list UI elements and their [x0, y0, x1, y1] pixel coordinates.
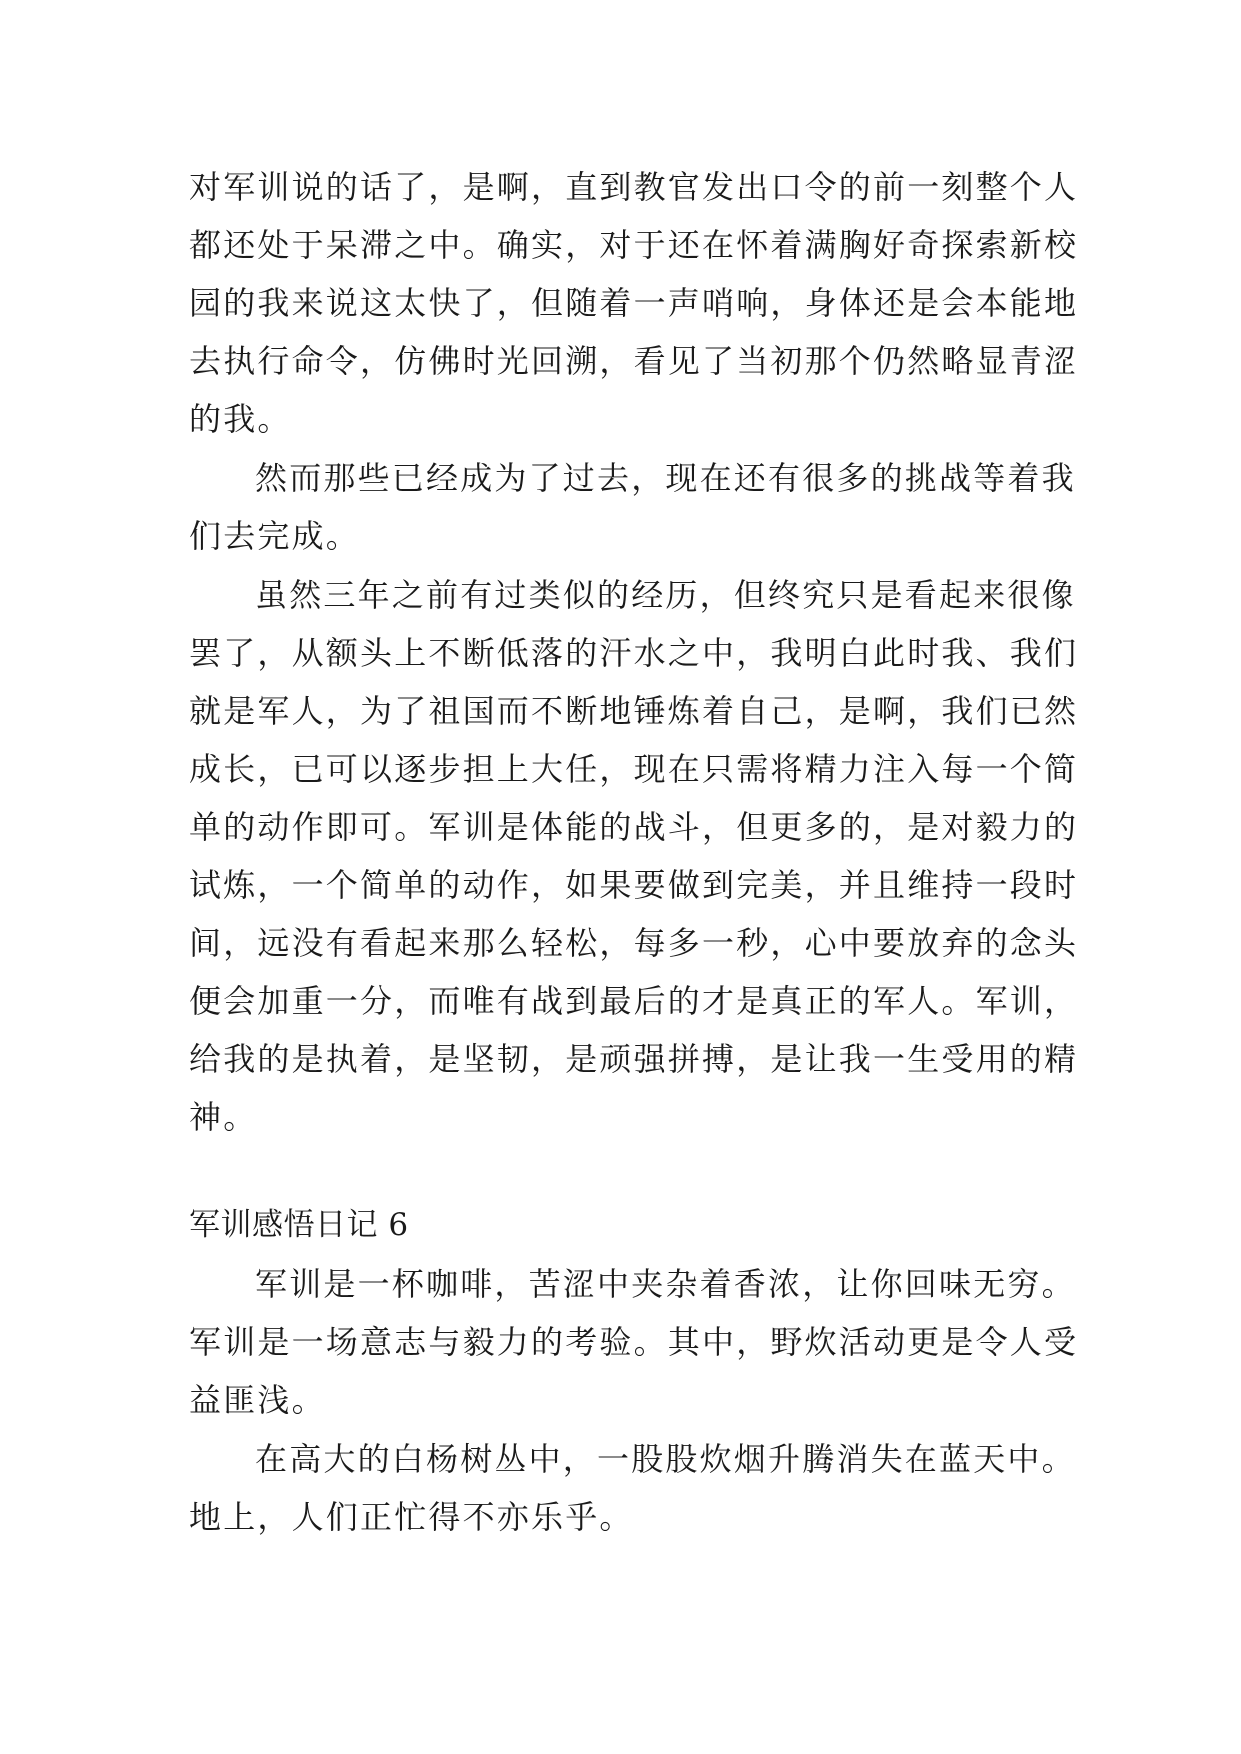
paragraph-line: 在高大的白杨树丛中，一股股炊烟升腾消失在蓝天中。	[255, 1440, 1076, 1478]
paragraph-line: 军训是一杯咖啡，苦涩中夹杂着香浓，让你回味无穷。	[255, 1265, 1076, 1303]
paragraph-line: 单的动作即可。军训是体能的战斗，但更多的，是对毅力的	[189, 808, 1079, 846]
paragraph-line: 试炼，一个简单的动作，如果要做到完美，并且维持一段时	[189, 866, 1079, 904]
paragraph-line: 然而那些已经成为了过去，现在还有很多的挑战等着我	[255, 459, 1076, 497]
paragraph-line: 神。	[189, 1098, 258, 1136]
paragraph-line: 便会加重一分，而唯有战到最后的才是真正的军人。军训，	[189, 982, 1079, 1020]
paragraph-line: 们去完成。	[189, 517, 361, 555]
paragraph-line: 给我的是执着，是坚韧，是顽强拼搏，是让我一生受用的精	[189, 1040, 1079, 1078]
paragraph-line: 间，远没有看起来那么轻松，每多一秒，心中要放弃的念头	[189, 924, 1079, 962]
paragraph-line: 成长，已可以逐步担上大任，现在只需将精力注入每一个简	[189, 750, 1079, 788]
paragraph-line: 地上，人们正忙得不亦乐乎。	[189, 1498, 634, 1536]
section-title: 军训感悟日记 6	[189, 1207, 409, 1243]
paragraph-line: 对军训说的话了，是啊，直到教官发出口令的前一刻整个人	[189, 168, 1079, 206]
paragraph-line: 益匪浅。	[189, 1381, 326, 1419]
paragraph-line: 虽然三年之前有过类似的经历，但终究只是看起来很像	[255, 576, 1076, 614]
paragraph-line: 就是军人，为了祖国而不断地锤炼着自己，是啊，我们已然	[189, 692, 1079, 730]
paragraph-line: 都还处于呆滞之中。确实，对于还在怀着满胸好奇探索新校	[189, 226, 1079, 264]
paragraph-line: 罢了，从额头上不断低落的汗水之中，我明白此时我、我们	[189, 634, 1079, 672]
paragraph-line: 去执行命令，仿佛时光回溯，看见了当初那个仍然略显青涩	[189, 342, 1079, 380]
paragraph-line: 的我。	[189, 400, 292, 438]
paragraph-line: 军训是一场意志与毅力的考验。其中，野炊活动更是令人受	[189, 1323, 1079, 1361]
paragraph-line: 园的我来说这太快了，但随着一声哨响，身体还是会本能地	[189, 284, 1079, 322]
